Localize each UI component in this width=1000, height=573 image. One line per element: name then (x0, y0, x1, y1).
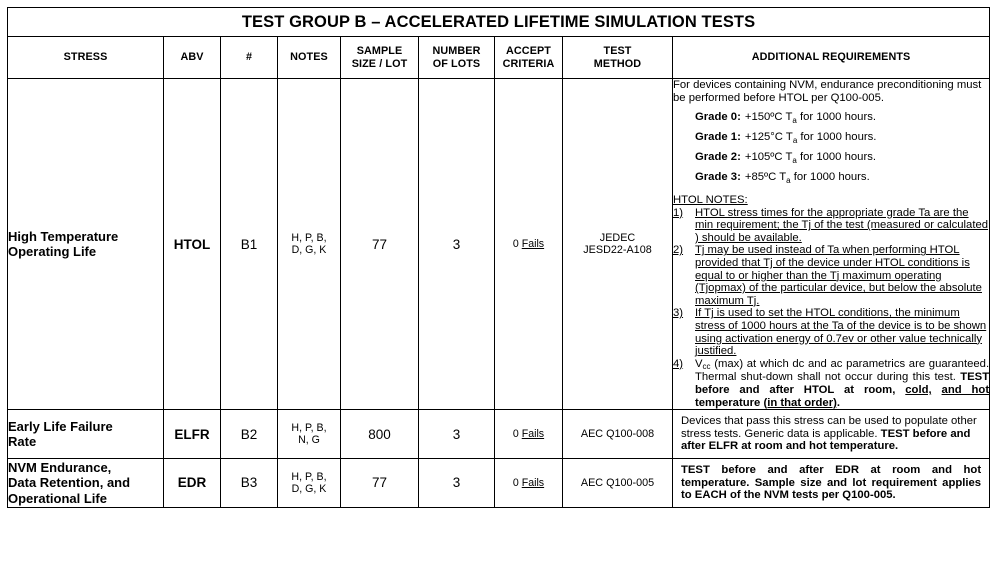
accept-fails-label: Fails (521, 476, 545, 489)
htol-note-4-vcc-subscript: cc (702, 362, 711, 372)
htol-note-4-bold-order: (in that order) (763, 396, 837, 409)
column-header-stress: STRESS (8, 37, 164, 79)
elfr-requirement-bold: TEST before and after ELFR at room and hot temperature. (681, 427, 971, 453)
htol-note-2-text: Tj may be used instead of Ta when performing HTOL provided that Tj of the device under HTOL conditions is equal to or higher than the Tj maximum operating (Tjopmax) of the particular device, but below the absolute maximum Tj. (695, 244, 982, 307)
htol-note-3-text: If Tj is used to set the HTOL conditions, the minimum stress of 1000 hours at the Ta of the device is to be shown using activation energy of 0.7ev or other value technically justified. (695, 307, 987, 358)
htol-note-4 (673, 358, 989, 409)
cell-number-edr: B3 (221, 458, 278, 507)
grade-3-temperature: +85ºC (744, 171, 777, 184)
htol-note-2-marker: 2) (673, 244, 684, 257)
notes-line1: H, P, B, (291, 422, 327, 435)
cell-abv-edr: EDR (164, 458, 221, 507)
grade-3-line (673, 171, 989, 185)
cell-additional-requirements-htol (673, 79, 990, 410)
htol-note-4-bold-period: . (836, 396, 841, 409)
grade-0-duration: for 1000 hours. (800, 111, 877, 124)
column-header-test-method-line2: METHOD (593, 57, 642, 70)
cell-number-of-lots-edr: 3 (419, 458, 495, 507)
column-header-test-method-line1: TEST (603, 45, 632, 58)
grade-2-label: Grade 2: (695, 151, 741, 164)
htol-note-4-text: (max) at which dc and ac parametrics are guaranteed. Thermal shut-down shall not occur during this test. (695, 357, 990, 384)
table-header-row (8, 37, 990, 79)
cell-stress-edr (8, 458, 164, 507)
grade-3-duration: for 1000 hours. (793, 171, 870, 184)
notes-line2: N, G (298, 434, 320, 447)
grade-1-subscript: a (792, 135, 798, 145)
column-header-number: # (221, 37, 278, 79)
cell-notes-htol (278, 79, 341, 410)
cell-stress-elfr (8, 410, 164, 459)
stress-name-line2: Data Retention, and (8, 475, 131, 491)
test-method-line1: AEC Q100-008 (580, 427, 655, 440)
cell-accept-criteria-htol (495, 79, 563, 410)
accept-count: 0 (512, 428, 519, 441)
htol-note-4-bold-temperature: temperature (695, 396, 761, 409)
grade-0-symbol: T (785, 111, 793, 124)
column-header-number-of-lots (419, 37, 495, 79)
test-method-line1: JEDEC (599, 231, 636, 244)
notes-line2: D, G, K (291, 244, 327, 257)
column-header-additional-requirements: ADDITIONAL REQUIREMENTS (673, 37, 990, 79)
stress-name-line1: High Temperature (8, 228, 119, 244)
cell-number-elfr: B2 (221, 410, 278, 459)
cell-notes-edr (278, 458, 341, 507)
nvm-preconditioning-note: For devices containing NVM, endurance preconditioning must be performed before HTOL per Q100-005. (673, 79, 982, 104)
column-header-accept-criteria-line2: CRITERIA (502, 57, 555, 70)
cell-stress-htol (8, 79, 164, 410)
htol-note-1-marker: 1) (673, 206, 684, 219)
grade-3-subscript: a (786, 175, 791, 185)
accept-count: 0 (512, 476, 519, 489)
htol-notes-list (673, 207, 989, 410)
notes-line1: H, P, B, (291, 232, 327, 245)
grade-2-symbol: T (785, 151, 793, 164)
htol-note-1-text: HTOL stress times for the appropriate grade Ta are the min requirement; the Tj of the test (measured or calculated ) should be available. (695, 206, 989, 244)
accept-fails-label: Fails (521, 428, 545, 441)
column-header-sample-size-line2: SIZE / LOT (351, 57, 408, 70)
accept-count: 0 (512, 238, 519, 251)
htol-note-1 (673, 207, 989, 245)
test-method-line1: AEC Q100-005 (580, 476, 655, 489)
htol-note-4-vcc-symbol: V (695, 357, 703, 370)
grade-0-subscript: a (792, 115, 797, 125)
grade-2-subscript: a (792, 155, 797, 165)
cell-sample-size-elfr: 800 (341, 410, 419, 459)
stress-name-line2: Rate (8, 434, 37, 450)
grade-1-label: Grade 1: (695, 131, 741, 144)
grade-2-line (673, 151, 989, 165)
htol-note-4-bold-cold: cold, (905, 383, 932, 396)
htol-note-2 (673, 244, 989, 307)
test-method-line2: JESD22-A108 (583, 244, 652, 257)
cell-sample-size-htol: 77 (341, 79, 419, 410)
table-title: TEST GROUP B – ACCELERATED LIFETIME SIMULATION TESTS (8, 8, 990, 37)
htol-note-3-marker: 3) (673, 307, 684, 320)
cell-abv-elfr: ELFR (164, 410, 221, 459)
elfr-requirement-plain: Devices that pass this stress can be used to populate other stress tests. Generic data is applicable. (681, 415, 977, 440)
column-header-sample-size (341, 37, 419, 79)
grade-1-duration: for 1000 hours. (800, 131, 877, 144)
table-row (8, 458, 990, 507)
cell-additional-requirements-elfr (673, 410, 990, 459)
cell-abv-htol: HTOL (164, 79, 221, 410)
notes-line2: D, G, K (291, 482, 327, 495)
stress-name-line2: Operating Life (8, 244, 97, 260)
grade-1-symbol: T (785, 131, 793, 144)
table-row (8, 410, 990, 459)
cell-accept-criteria-elfr (495, 410, 563, 459)
column-header-abv: ABV (164, 37, 221, 79)
column-header-test-method (563, 37, 673, 79)
table-row (8, 79, 990, 410)
column-header-accept-criteria (495, 37, 563, 79)
cell-sample-size-edr: 77 (341, 458, 419, 507)
test-group-b-table (7, 7, 990, 508)
cell-accept-criteria-edr (495, 458, 563, 507)
column-header-notes: NOTES (278, 37, 341, 79)
column-header-accept-criteria-line1: ACCEPT (506, 45, 551, 58)
table-title-row (8, 8, 990, 37)
htol-note-3 (673, 307, 989, 357)
cell-number-of-lots-elfr: 3 (419, 410, 495, 459)
cell-additional-requirements-edr (673, 458, 990, 507)
htol-note-4-bold-and-hot: and hot (941, 383, 990, 396)
cell-number-htol: B1 (221, 79, 278, 410)
accept-fails-label: Fails (521, 238, 545, 251)
grade-0-line (673, 111, 989, 125)
column-header-number-of-lots-line1: NUMBER (432, 45, 481, 58)
grade-1-temperature: +125°C (744, 131, 783, 144)
edr-requirement-bold: TEST before and after EDR at room and hot temperature. Sample size and lot requirement applies to EACH of the NVM tests per Q100-005. (681, 463, 982, 502)
cell-number-of-lots-htol: 3 (419, 79, 495, 410)
grade-2-duration: for 1000 hours. (800, 151, 877, 164)
cell-notes-elfr (278, 410, 341, 459)
notes-line1: H, P, B, (291, 470, 327, 483)
htol-note-4-bold-1: TEST before and after HTOL at room, (695, 371, 990, 396)
column-header-sample-size-line1: SAMPLE (356, 45, 403, 58)
grade-3-symbol: T (779, 171, 787, 184)
htol-notes-heading: HTOL NOTES: (673, 194, 748, 207)
stress-name-line1: NVM Endurance, (8, 459, 112, 475)
stress-name-line3: Operational Life (8, 490, 107, 506)
cell-test-method-htol (563, 79, 673, 410)
grade-1-line (673, 131, 989, 145)
cell-test-method-elfr (563, 410, 673, 459)
stress-name-line1: Early Life Failure (8, 418, 113, 434)
grade-2-temperature: +105ºC (744, 151, 783, 164)
grade-0-temperature: +150ºC (744, 111, 783, 124)
cell-test-method-edr (563, 458, 673, 507)
grade-3-label: Grade 3: (695, 171, 741, 184)
htol-note-4-marker: 4) (673, 357, 684, 370)
column-header-number-of-lots-line2: OF LOTS (432, 57, 481, 70)
grade-0-label: Grade 0: (695, 111, 741, 124)
